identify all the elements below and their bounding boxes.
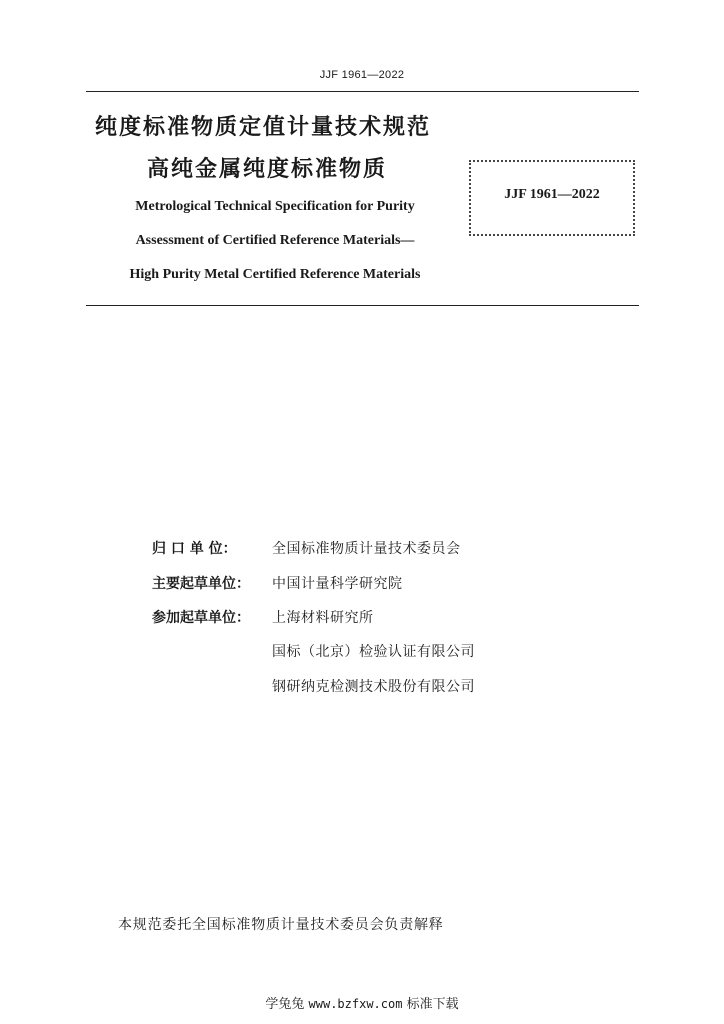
chinese-title-line-2: 高纯金属纯度标准物质 — [147, 157, 388, 182]
header-rule — [86, 91, 639, 92]
responsible-unit-row — [152, 538, 461, 558]
main-drafter-row — [152, 573, 403, 593]
english-title-line-2: Assessment of Certified Reference Materials— — [135, 233, 415, 248]
participant-drafter-value-1: 上海材料研究所 — [272, 610, 374, 626]
chinese-title-line-1: 纯度标准物质定值计量技术规范 — [95, 115, 432, 140]
english-title-line-1: Metrological Technical Specification for Purity — [135, 199, 415, 214]
main-drafter-value: 中国计量科学研究院 — [272, 576, 403, 592]
participant-drafter-row — [152, 607, 374, 627]
footer-url-link[interactable]: www.bzfxw.com — [308, 997, 403, 1011]
footer-site-name: 学兔兔 — [265, 997, 305, 1012]
title-rule — [86, 305, 639, 306]
standard-code-box — [469, 160, 635, 236]
running-header-code: JJF 1961—2022 — [319, 69, 405, 81]
responsible-unit-label: 归 口 单 位： — [152, 541, 237, 557]
main-drafter-label: 主要起草单位： — [152, 576, 250, 592]
participant-drafter-value-3: 钢研纳克检测技术股份有限公司 — [272, 679, 475, 695]
interpretation-note: 本规范委托全国标准物质计量技术委员会负责解释 — [118, 917, 444, 933]
responsible-unit-value: 全国标准物质计量技术委员会 — [272, 541, 461, 557]
standard-code: JJF 1961—2022 — [504, 187, 600, 202]
participant-drafter-value-2: 国标（北京）检验认证有限公司 — [272, 644, 475, 660]
footer-suffix: 标准下载 — [406, 997, 459, 1012]
footer-watermark — [0, 993, 724, 1012]
participant-drafter-label: 参加起草单位： — [152, 610, 250, 626]
english-title-line-3: High Purity Metal Certified Reference Materials — [129, 267, 421, 282]
